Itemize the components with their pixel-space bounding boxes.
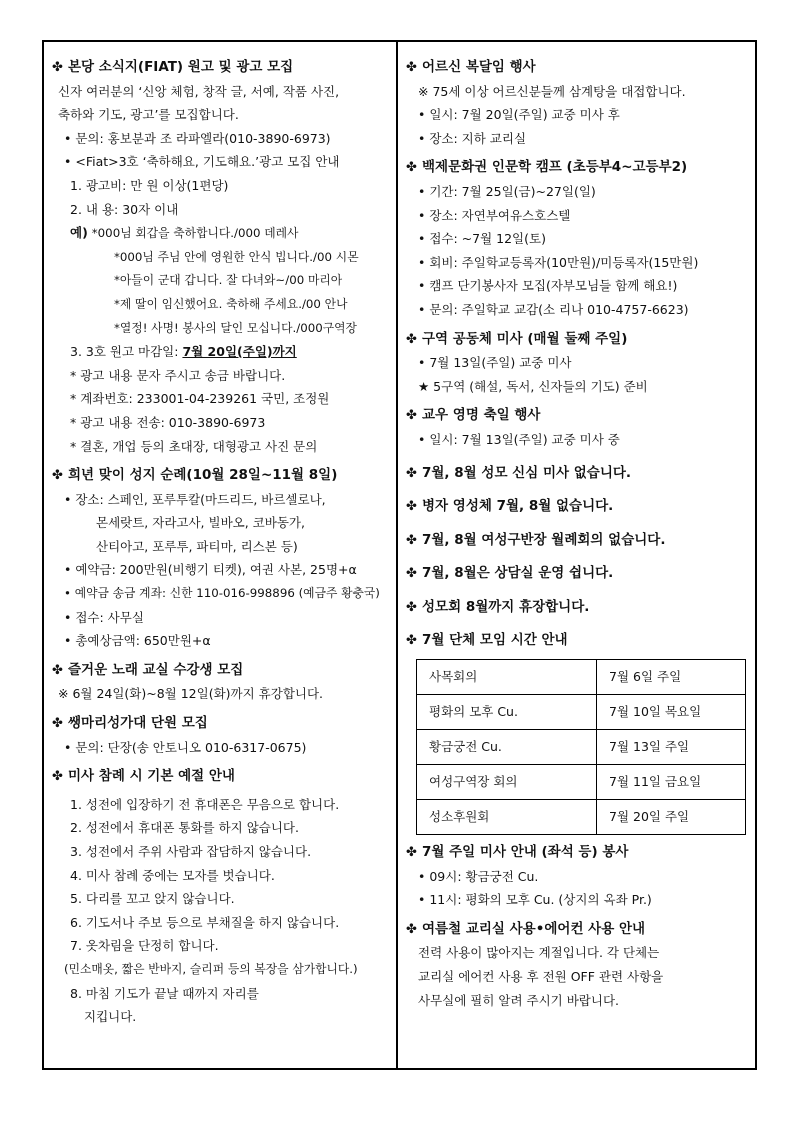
right-column xyxy=(406,56,746,1012)
body-text: • 총예상금액: 650만원+α xyxy=(64,633,211,649)
column-divider xyxy=(396,40,398,1070)
body-text: • 기간: 7월 25일(금)~27일(일) xyxy=(418,183,596,199)
table-cell: 황금궁전 Cu. xyxy=(417,730,597,765)
clover-bullet-icon: ✤ xyxy=(406,465,417,481)
list-item: 3. 성전에서 주위 사람과 잡담하지 않습니다. xyxy=(70,844,312,859)
body-text: 축하와 기도, 광고’를 모집합니다. xyxy=(58,107,239,123)
list-item: 1. 성전에 입장하기 전 휴대폰은 무음으로 합니다. xyxy=(70,796,340,812)
body-text: • 접수: 사무실 xyxy=(64,609,144,625)
list-item: 2. 성전에서 휴대폰 통화를 하지 않습니다. xyxy=(70,820,299,836)
body-text: • 일시: 7월 13일(주일) 교중 미사 중 xyxy=(418,431,620,447)
body-text: • 접수: ~7월 12일(토) xyxy=(418,231,546,247)
list-item: 지킵니다. xyxy=(84,1009,137,1025)
body-text: ★ 5구역 (해설, 독서, 신자들의 기도) 준비 xyxy=(418,378,648,394)
example-text: *000님 회갑을 축하합니다./000 데레사 xyxy=(91,226,299,241)
body-text: • 장소: 스페인, 포루투칼(마드리드, 바르셀로나, xyxy=(64,491,326,507)
body-text: • 11시: 평화의 모후 Cu. (상지의 옥좌 Pr.) xyxy=(418,892,652,908)
example-text: *제 딸이 임신했어요. 축하해 주세요./00 안나 xyxy=(114,296,348,311)
section-title: ✤ 즐거운 노래 교실 수강생 모집 xyxy=(52,659,390,683)
note-line: * 계좌번호: 233001-04-239261 국민, 조정원 xyxy=(70,391,330,407)
section-title: ✤ 희년 맞이 성지 순례(10월 28일~11월 8일) xyxy=(52,464,390,488)
section-title: ✤ 본당 소식지(FIAT) 원고 및 광고 모집 xyxy=(52,56,390,80)
example-label: 예) xyxy=(70,225,88,241)
table-cell: 여성구역장 회의 xyxy=(417,765,597,800)
subheading: • <Fiat>3호 ‘축하해요, 기도해요.’광고 모집 안내 xyxy=(64,154,340,170)
body-text: • 예약금 송금 계좌: 신한 110-016-998896 (예금주 황충국) xyxy=(64,586,380,601)
list-item: 8. 마침 기도가 끝날 때까지 자리를 xyxy=(70,985,259,1001)
body-text: 산티아고, 포루투, 파티마, 리스본 등) xyxy=(96,538,298,554)
body-text: • 장소: 지하 교리실 xyxy=(418,130,527,146)
body-text: • 문의: 단장(송 안토니오 010-6317-0675) xyxy=(64,739,307,755)
schedule-table xyxy=(416,659,746,835)
section-title: ✤ 교우 영명 축일 행사 xyxy=(406,404,746,428)
table-cell: 성소후원회 xyxy=(417,800,597,835)
body-text: • 09시: 황금궁전 Cu. xyxy=(418,868,539,884)
note-line: * 광고 내용 문자 주시고 송금 바랍니다. xyxy=(70,367,286,383)
clover-bullet-icon: ✤ xyxy=(406,408,417,424)
clover-bullet-icon: ✤ xyxy=(406,599,417,615)
clover-bullet-icon: ✤ xyxy=(406,532,417,548)
deadline-date: 7월 20일(주일)까지 xyxy=(182,344,297,360)
note-line: * 광고 내용 전송: 010-3890-6973 xyxy=(70,414,266,430)
clover-bullet-icon: ✤ xyxy=(52,468,63,484)
body-text: • 일시: 7월 20일(주일) 교중 미사 후 xyxy=(418,107,620,123)
body-text: 교리실 에어컨 사용 후 전원 OFF 관련 사항을 xyxy=(418,969,664,985)
table-row xyxy=(417,695,746,730)
example-text: *열정! 사명! 봉사의 달인 모십니다./000구역장 xyxy=(114,320,357,335)
note-line: * 결혼, 개업 등의 초대장, 대형광고 사진 문의 xyxy=(70,438,318,454)
body-text: 몬세랏트, 자라고사, 빌바오, 코바동가, xyxy=(96,515,305,531)
section-title: ✤ 7월 단체 모임 시간 안내 xyxy=(406,629,746,653)
clover-bullet-icon: ✤ xyxy=(406,160,417,176)
list-item: 6. 기도서나 주보 등으로 부채질을 하지 않습니다. xyxy=(70,914,340,930)
body-text: 사무실에 필히 알려 주시기 바랍니다. xyxy=(418,992,619,1008)
table-row xyxy=(417,800,746,835)
example-text: *000님 주님 안에 영원한 안식 빕니다./00 시몬 xyxy=(114,249,359,264)
list-item: 7. 옷차림을 단정히 합니다. xyxy=(70,938,219,954)
section-title: ✤ 여름철 교리실 사용•에어컨 사용 안내 xyxy=(406,918,746,942)
section-title: ✤ 7월, 8월 여성구반장 월례회의 없습니다. xyxy=(406,529,746,553)
note-line: (민소매옷, 짧은 반바지, 슬리퍼 등의 복장을 삼가합니다.) xyxy=(64,961,358,976)
clover-bullet-icon: ✤ xyxy=(406,845,417,861)
table-cell: 7월 13일 주일 xyxy=(597,730,746,765)
body-text: • 캠프 단기봉사자 모집(자부모님들 함께 해요!) xyxy=(418,278,678,294)
body-text: • 7월 13일(주일) 교중 미사 xyxy=(418,355,572,371)
list-item: 4. 미사 참례 중에는 모자를 벗습니다. xyxy=(70,867,275,883)
body-text: 전력 사용이 많아지는 계절입니다. 각 단체는 xyxy=(418,945,660,961)
table-row xyxy=(417,730,746,765)
table-cell: 사목회의 xyxy=(417,660,597,695)
clover-bullet-icon: ✤ xyxy=(406,921,417,937)
section-title: ✤ 성모회 8월까지 휴장합니다. xyxy=(406,596,746,620)
contact-line: • 문의: 홍보분과 조 라파엘라(010-3890-6973) xyxy=(64,130,331,146)
section-title: ✤ 7월, 8월은 상담실 운영 쉽니다. xyxy=(406,562,746,586)
table-cell: 7월 20일 주일 xyxy=(597,800,746,835)
section-title: ✤ 미사 참례 시 기본 예절 안내 xyxy=(52,765,390,789)
body-text: ※ 75세 이상 어르신분들께 삼계탕을 대접합니다. xyxy=(418,83,686,99)
body-text: 신자 여러분의 ‘신앙 체험, 창작 글, 서예, 작품 사진, xyxy=(58,83,340,99)
table-row xyxy=(417,765,746,800)
body-text: • 장소: 자연부여유스호스텔 xyxy=(418,207,571,223)
list-item: 2. 내 용: 30자 이내 xyxy=(70,201,179,217)
table-cell: 7월 10일 목요일 xyxy=(597,695,746,730)
clover-bullet-icon: ✤ xyxy=(406,499,417,515)
table-row xyxy=(417,660,746,695)
body-text: • 회비: 주일학교등록자(10만원)/미등록자(15만원) xyxy=(418,254,699,270)
clover-bullet-icon: ✤ xyxy=(52,769,63,785)
section-title: ✤ 7월 주일 미사 안내 (좌석 등) 봉사 xyxy=(406,841,746,865)
clover-bullet-icon: ✤ xyxy=(52,716,63,732)
body-text: ※ 6월 24일(화)~8월 12일(화)까지 휴강합니다. xyxy=(58,686,324,702)
example-text: *아들이 군대 갑니다. 잘 다녀와~/00 마리아 xyxy=(114,273,343,288)
body-text: • 예약금: 200만원(비행기 티켓), 여권 사본, 25명+α xyxy=(64,562,357,578)
table-cell: 7월 11일 금요일 xyxy=(597,765,746,800)
clover-bullet-icon: ✤ xyxy=(52,662,63,678)
section-title: ✤ 구역 공동체 미사 (매월 둘째 주일) xyxy=(406,328,746,352)
section-title: ✤ 7월, 8월 성모 신심 미사 없습니다. xyxy=(406,462,746,486)
clover-bullet-icon: ✤ xyxy=(406,566,417,582)
left-column xyxy=(52,56,390,1029)
table-cell: 7월 6일 주일 xyxy=(597,660,746,695)
body-text: • 문의: 주일학교 교감(소 리나 010-4757-6623) xyxy=(418,301,689,317)
clover-bullet-icon: ✤ xyxy=(406,60,417,75)
clover-bullet-icon: ✤ xyxy=(52,60,63,75)
table-cell: 평화의 모후 Cu. xyxy=(417,695,597,730)
example-row xyxy=(52,221,390,246)
list-item: 1. 광고비: 만 원 이상(1편당) xyxy=(70,177,229,193)
deadline-line: 3. 3호 원고 마감일: 7월 20일(주일)까지 xyxy=(70,344,297,360)
list-item: 5. 다리를 꼬고 앉지 않습니다. xyxy=(70,891,235,907)
section-title: ✤ 어르신 복달임 행사 xyxy=(406,56,746,80)
clover-bullet-icon: ✤ xyxy=(406,331,417,347)
section-title: ✤ 병자 영성체 7월, 8월 없습니다. xyxy=(406,495,746,519)
section-title: ✤ 쌩마리성가대 단원 모집 xyxy=(52,712,390,736)
clover-bullet-icon: ✤ xyxy=(406,633,417,649)
section-title: ✤ 백제문화권 인문학 캠프 (초등부4~고등부2) xyxy=(406,156,746,180)
